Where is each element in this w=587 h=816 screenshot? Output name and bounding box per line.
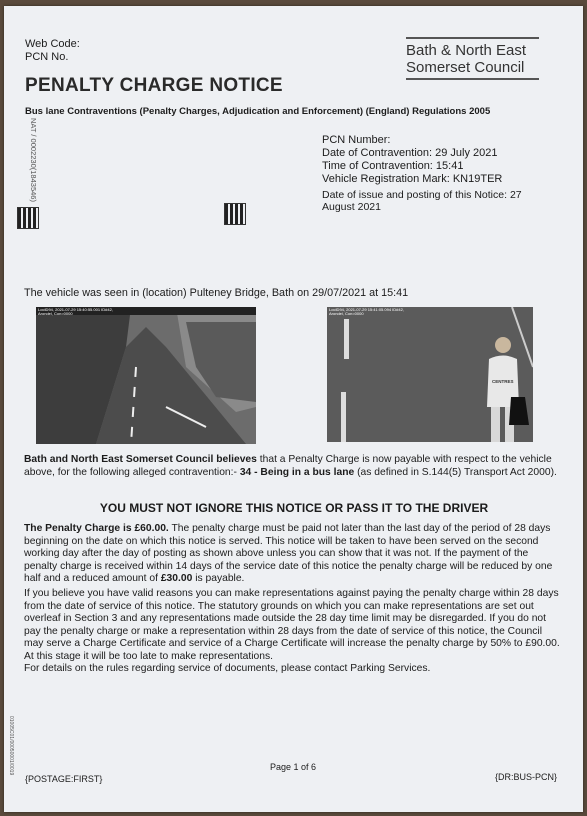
charge-amount: The Penalty Charge is £60.00. xyxy=(24,523,169,534)
pedestrian-scene-illustration xyxy=(327,307,533,442)
qr-code-center xyxy=(225,204,245,224)
web-code-label: Web Code: xyxy=(25,38,80,50)
contravention-date: Date of Contravention: 29 July 2021 xyxy=(322,147,498,159)
belief-text-2: (as defined in S.144(5) Transport Act 2000). xyxy=(354,466,557,478)
belief-bold: Bath and North East Somerset Council believes xyxy=(24,454,257,465)
penalty-notice-page xyxy=(4,6,583,812)
left-photo-caption: LocID94, 2021-07-29 15:40:55.001 ID#42, Arondel, Con=0000 xyxy=(38,307,113,316)
page-number: Page 1 of 6 xyxy=(270,762,317,772)
representations-paragraph: If you believe you have valid reasons you can make representations against paying the penalty charge within 28 days from the date of service of this notice. The statutory grounds on which you can make representations are set out overleaf in Section 3 and any representations made outside the 28 day time limit may be disregarded. If you do not pay the penalty charge or make a representation within 28 days from the date of service of this notice, the Council may serve a Charge Certificate and service of a Charge Certificate will increase the penalty charge by 50% to £90.00. At this stage it will be too late to make representations. xyxy=(24,588,560,662)
camera-photo-street xyxy=(36,307,256,444)
belief-paragraph xyxy=(24,454,564,479)
regulations-line: Bus lane Contraventions (Penalty Charges, Adjudication and Enforcement) (England) Regulations 2005 xyxy=(25,106,491,117)
location-text: The vehicle was seen in (location) Pulteney Bridge, Bath on 29/07/2021 at 15:41 xyxy=(24,287,409,299)
document-reference: {DR:BUS-PCN} xyxy=(495,772,558,782)
contravention-code: 34 - Being in a bus lane xyxy=(239,466,355,478)
charge-text-end: is payable. xyxy=(192,573,245,584)
brand-line-2: Somerset Council xyxy=(406,59,525,76)
brand-line-1: Bath & North East xyxy=(406,42,527,59)
pcn-number-label: PCN Number: xyxy=(322,134,391,146)
qr-code-left xyxy=(18,208,38,228)
council-logo xyxy=(406,37,539,80)
issue-date: Date of issue and posting of this Notice: 27 August 2021 xyxy=(322,189,522,213)
vehicle-registration: Vehicle Registration Mark: KN19TER xyxy=(322,173,503,185)
bag-print-text: CENTRES xyxy=(492,379,514,384)
reduced-amount: £30.00 xyxy=(160,573,193,584)
charge-paragraph xyxy=(24,523,564,586)
service-rules-paragraph: For details on the rules regarding service of documents, please contact Parking Services. xyxy=(24,663,431,674)
contravention-details xyxy=(322,134,547,213)
charge-text: The penalty charge must be paid not later than the last day of the period of 28 days beginning on the date on which this notice is served. This notice will be taken to have been served on the second working day after the day of posting as shown above unless you can show that it was not. If the payment of the penalty charge is received within 14 days of the service date of this notice the penalty charge will be reduced by one half and a reduced amount of xyxy=(24,523,553,584)
warning-heading: YOU MUST NOT IGNORE THIS NOTICE OR PASS IT TO THE DRIVER xyxy=(99,501,489,515)
notice-title: PENALTY CHARGE NOTICE xyxy=(25,75,283,96)
side-reference-bottom: 01005C01/00050001/0019 xyxy=(8,716,14,776)
postage-code: {POSTAGE:FIRST} xyxy=(25,774,103,784)
belief-text-1: that a Penalty Charge is now payable with respect to the vehicle above, for the following alleged contravention:- xyxy=(24,454,552,478)
side-reference-code: NAT / 0002230(1843546) xyxy=(29,118,38,202)
right-photo-caption: LocID94, 2021-07-29 15:41:05.094 ID#42, Arondel, Con=0000 xyxy=(329,307,404,316)
pcn-no-label: PCN No. xyxy=(25,51,69,63)
contravention-time: Time of Contravention: 15:41 xyxy=(322,160,464,172)
street-scene-illustration xyxy=(36,307,256,444)
camera-photo-pedestrian xyxy=(327,307,533,442)
